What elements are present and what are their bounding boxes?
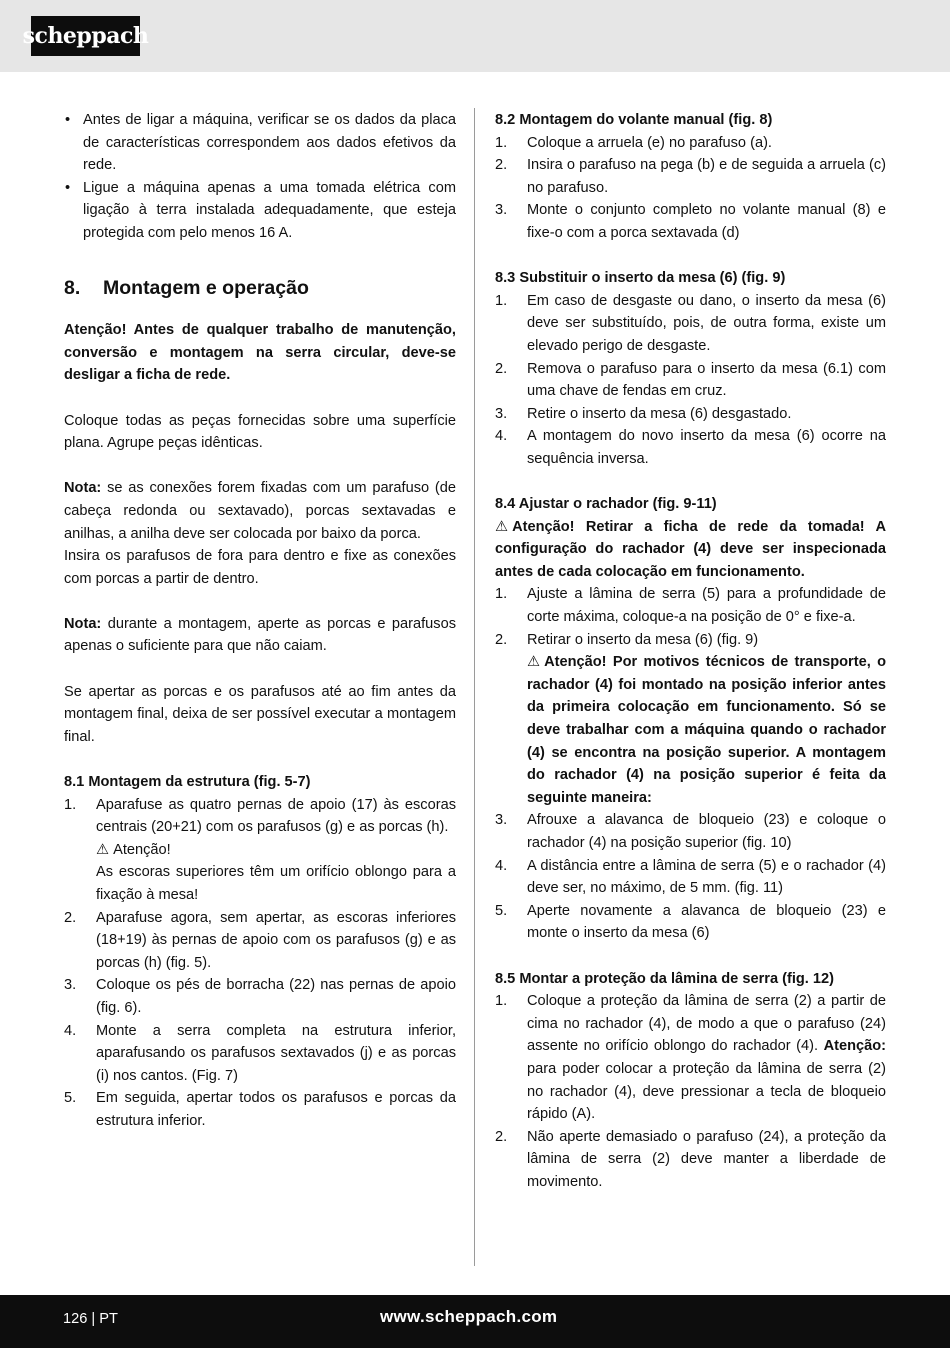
- page-footer: [0, 1295, 950, 1348]
- paragraph: Insira os parafusos de fora para dentro e fixe as conexões com porcas a partir de dentro.: [64, 548, 456, 587]
- list-item: 1. Aparafuse as quatro pernas de apoio (17) às escoras centrais (20+21) com os parafusos (g) e as porcas (h).: [64, 796, 456, 836]
- warning-triangle-icon: ⚠: [96, 841, 110, 858]
- list-item: 3. Retire o inserto da mesa (6) desgastado.: [495, 405, 792, 422]
- warning-notice: ⚠ Atenção! Por motivos técnicos de transporte, o rachador (4) foi montado na posição inferior antes da primeira colocação em funcionamento. Só se deve trabalhar com a máquina quando o rachador (4) se encontra na posição superior. A montagem do rachador (4) na posição superior é feita da seguinte maneira:: [527, 651, 886, 809]
- subsection-title: 8.4 Ajustar o rachador (fig. 9-11): [495, 496, 717, 513]
- column-divider: [474, 108, 475, 1266]
- subsection-title: 8.1 Montagem da estrutura (fig. 5-7): [64, 774, 311, 791]
- bullet-icon: •: [65, 179, 71, 196]
- list-item: 1. Coloque a proteção da lâmina de serra (2) a partir de cima no rachador (4), de modo a que o parafuso (24) assente no orifício oblongo do rachador (4). Atenção: para poder colocar a proteção da lâmina de serra (2) no rachador (4), deve pressionar a tecla de bloqueio rápido (A).: [495, 993, 886, 1123]
- note-paragraph: Nota: durante a montagem, aperte as porcas e parafusos apenas o suficiente para que não caiam.: [64, 615, 456, 655]
- list-item: 4. Monte a serra completa na estrutura inferior, aparafusando os parafusos sextavados (j) e as porcas (i) nos cantos. (Fig. 7): [64, 1022, 456, 1084]
- left-column: • Antes de ligar a máquina, verificar se os dados da placa de características correspondem aos dados efetivos da rede. • Ligue a máquina apenas a uma tomada elétrica com ligação à terra instalada adequadamente, que esteja protegida com pelo menos 16 A. 8. Montagem e operação Atenção! Antes de qualquer trabalho de manutenção, conversão e montagem na serra circular, deve-se desligar a ficha de rede. Coloque todas as peças fornecidas sobre uma superfície plana. Agrupe peças idênticas. Nota: se as conexões forem fixadas com um parafuso (de cabeça redonda ou sextavado), porcas sextavadas e anilhas, a anilha deve ser colocada por baixo da porca. Insira os parafusos de fora para dentro e fixe as conexões com porcas a partir de dentro. Nota: durante a montagem, aperte as porcas e parafusos apenas o suficiente para que não caiam. Se apertar as porcas e os parafusos até ao fim antes da montagem final, deixa de ser possível executar a montagem final. 8.1 Montagem da estrutura (fig. 5-7) 1. Aparafuse as quatro pernas de apoio (17) às escoras centrais (20+21) com os parafusos (g) e as porcas (h). ⚠ Atenção! As escoras superiores têm um orifício oblongo para a fixação à mesa! 2. Aparafuse agora, sem apertar, as escoras inferiores (18+19) às pernas de apoio com os parafusos (g) e as porcas (h) (fig. 5). 3. Coloque os pés de borracha (22) nas pernas de apoio (fig. 6). 4. Monte a serra completa na estrutura inferior, aparafusando os parafusos sextavados (j) e as porcas (i) nos cantos. (Fig. 7) 5. Em seguida, apertar todos os parafusos e porcas da estrutura inferior.: [64, 109, 456, 1133]
- list-item: 1. Ajuste a lâmina de serra (5) para a profundidade de corte máxima, coloque-a na posição de 0° e fixe-a.: [495, 586, 886, 626]
- bullet-icon: •: [65, 112, 71, 128]
- list-item: 4. A montagem do novo inserto da mesa (6) ocorre na sequência inversa.: [495, 428, 886, 467]
- subsection-title: 8.3 Substituir o inserto da mesa (6) (fig. 9): [495, 270, 786, 287]
- paragraph: Se apertar as porcas e os parafusos até ao fim antes da montagem final, deixa de ser possível executar a montagem final.: [64, 683, 456, 745]
- list-item: 1. Em caso de desgaste ou dano, o inserto da mesa (6) deve ser substituído, pois, de outra forma, existe um elevado perigo de desgaste.: [495, 292, 886, 354]
- scheppach-logo: scheppach: [31, 16, 140, 56]
- list-item: 1. Coloque a arruela (e) no parafuso (a).: [495, 134, 772, 151]
- list-item: • Ligue a máquina apenas a uma tomada elétrica com ligação à terra instalada adequadamente, que esteja protegida com pelo menos 16 A.: [64, 177, 456, 245]
- list-item: 2. Retirar o inserto da mesa (6) (fig. 9): [495, 631, 759, 648]
- list-item: 5. Aperte novamente a alavanca de bloqueio (23) e monte o inserto da mesa (6): [495, 902, 886, 942]
- list-item: 5. Em seguida, apertar todos os parafusos e porcas da estrutura inferior.: [64, 1090, 456, 1129]
- page-number: 126 | PT: [63, 1311, 118, 1327]
- list-item: 3. Afrouxe a alavanca de bloqueio (23) e coloque o rachador (4) na posição superior (fig. 10): [495, 812, 886, 851]
- list-item: 3. Monte o conjunto completo no volante manual (8) e fixe-o com a porca sextavada (d): [495, 202, 886, 241]
- section-heading: 8. Montagem e operação: [64, 277, 309, 300]
- list-item: 4. A distância entre a lâmina de serra (5) e o rachador (4) deve ser, no máximo, de 5 mm. (fig. 11): [495, 857, 886, 897]
- paragraph: Coloque todas as peças fornecidas sobre uma superfície plana. Agrupe peças idênticas.: [64, 412, 456, 452]
- note-paragraph: Nota: se as conexões forem fixadas com um parafuso (de cabeça redonda ou sextavado), porcas sextavadas e anilhas, a anilha deve ser colocada por baixo da porca.: [64, 480, 456, 542]
- list-item: • Antes de ligar a máquina, verificar se os dados da placa de características correspondem aos dados efetivos da rede.: [64, 109, 456, 177]
- list-item: 2. Não aperte demasiado o parafuso (24), a proteção da lâmina de serra (2) deve manter a liberdade de movimento.: [495, 1128, 886, 1190]
- list-item: 3. Coloque os pés de borracha (22) nas pernas de apoio (fig. 6).: [64, 977, 456, 1016]
- attention-notice: Atenção! Antes de qualquer trabalho de manutenção, conversão e montagem na serra circular, deve-se desligar a ficha de rede.: [64, 322, 456, 384]
- list-item: 2. Remova o parafuso para o inserto da mesa (6.1) com uma chave de fendas em cruz.: [495, 360, 886, 400]
- warning-triangle-icon: ⚠: [527, 654, 541, 671]
- subsection-title: 8.2 Montagem do volante manual (fig. 8): [495, 112, 773, 128]
- warning-line: ⚠ Atenção!: [96, 839, 456, 862]
- list-item: 2. Insira o parafuso na pega (b) e de seguida a arruela (c) no parafuso.: [495, 157, 886, 196]
- page-header: [0, 0, 950, 72]
- right-column: [495, 109, 886, 1194]
- website-url: www.scheppach.com: [380, 1307, 558, 1326]
- subsection-title: 8.5 Montar a proteção da lâmina de serra (fig. 12): [495, 970, 835, 987]
- list-item: 2. Aparafuse agora, sem apertar, as escoras inferiores (18+19) às pernas de apoio com os parafusos (g) e as porcas (h) (fig. 5).: [64, 909, 456, 971]
- warning-notice: ⚠ Atenção! Retirar a ficha de rede da tomada! A configuração do rachador (4) deve ser inspecionada antes de cada colocação em funcionamento.: [495, 516, 886, 584]
- warning-triangle-icon: ⚠: [495, 518, 509, 535]
